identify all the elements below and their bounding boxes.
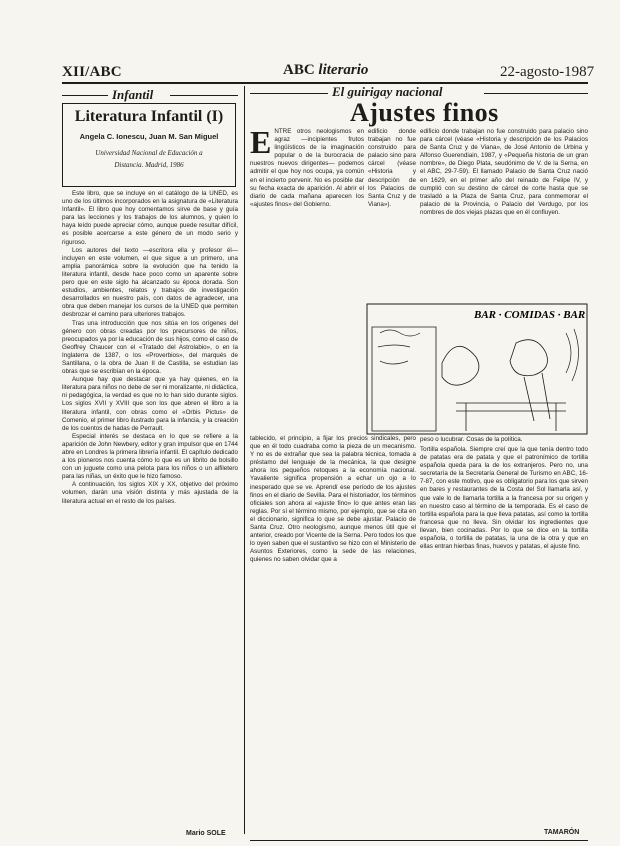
illustration-frame — [367, 304, 587, 434]
section-masthead — [283, 62, 368, 79]
section-label-guirigay: El guirigay nacional — [332, 84, 443, 99]
review-text-column — [62, 190, 238, 826]
book-publisher: Universidad Nacional de Educación a — [95, 149, 203, 157]
review-paragraph: A continuación, los siglos XIX y XX, objetivo del próximo volumen, darán una visión distinta y más ajustada de la literatura actual en el resto de los países. — [62, 481, 238, 505]
review-paragraph: Tras una introducción que nos sitúa en los orígenes del género con obras creadas por los precursores de niños, preocupados ya por la educación de sus hijos, como el caso de Geoffrey Chaucer con el «Tratado del Astrolabio», o en la Inglaterra de 1387, o los «Proverbios», del marqués de Santillana, o la obra de Juan II de Castilla, se estudian las obras que se escribían en la época. — [62, 319, 238, 376]
article-text-2: edificio donde trabajan no fue construido para palacio sino para cárcel (véase «Historia y descripción de los Palacios de Santa Cruz y de Viana»). — [368, 128, 416, 208]
section-label-infantil: Infantil — [112, 87, 154, 102]
book-publisher-place: Distancia. Madrid, 1986 — [114, 161, 184, 169]
menu-scrawl — [378, 330, 420, 364]
page-folio: XII/ABC — [62, 64, 122, 80]
column-divider — [244, 86, 245, 834]
section-rule-left — [62, 95, 108, 96]
footer-rule — [250, 840, 588, 841]
illustration-caption: peso o lucubrar. Cosas de la política. — [420, 436, 523, 443]
curtain-sketch — [566, 329, 579, 381]
book-info-box — [62, 103, 236, 187]
drop-cap: E — [250, 128, 272, 160]
book-title: Literatura Infantil (I) — [74, 108, 224, 125]
review-paragraph: Especial interés se destaca en lo que se refiere a la aparición de John Newbery, editor y gran impulsor que en 1744 abre en Londres la primera librería infantil. El capítulo dedicado a los pioneros nos cuenta cómo lo que es un librito de bolsillo con un juguete como una pelota para los niños o un alfiletero para las niñas, un éxito que le hizo famoso. — [62, 432, 238, 481]
face-sketch — [442, 346, 479, 385]
issue-date: 22-agosto-1987 — [500, 64, 595, 80]
article-text-1: NTRE otros neologismos en agraz —incipientes frutos lingüísticos de la imaginación popular o de la burocracia de nuestros nuevos dirigentes— podemos admitir el que hoy nos ocupa, ya común en el incierto porvenir. No es posible dar su fecha exacta de aparición. Al abrir el diario de cada mañana aparecen los «ajustes finos» del Gobierno. — [250, 128, 364, 208]
bar-illustration — [366, 303, 588, 435]
rooster-sketch — [510, 340, 550, 421]
header-rule — [62, 82, 588, 84]
article-headline: Ajustes finos — [350, 98, 499, 127]
review-signature: Mario SOLE — [186, 830, 226, 837]
article-text-4: tablecido, el principio, a fijar los precios sindicales, pero que en él todo cuadraba como la pieza de un mecanismo. Y no es de extrañar que sea la palabra técnica, tomada a préstamo del lenguaje de la mecánica, la que designe ahora los pequeños retoques a la economía nacional. Yavaliente significa propensión a echar un ojo a lo inesperado que se ve. Aprendí ese período de los ajustes finos en el diario de Sevilla. Para el historiador, los términos oficiales son ahora al «ajuste fino» lo que antes eran las reglas. Por sí el término mismo, por ejemplo, que se cita en el diccionario, significa lo que se debe ajustar. Palacio de Santa Cruz. Otro neologismo, aunque menos útil que el anterior, creado por Vicente de la Serna. Pero todos los que lo oyen saben que el sustantivo se hizo con el Ministerio de Asuntos Exteriores, como la sede de las relaciones, quienes no saben olvidar que a — [250, 435, 416, 564]
doorway-sketch — [372, 327, 436, 431]
article-text-3: edificio donde trabajan no fue construido para palacio sino para cárcel (véase «Historia y descripción de los Palacios de Santa Cruz y de Viana», de José Antonio de Urbina y Alfonso Guerendiain, 1987, y «Pequeña historia de un gran nombre», de Diego Plata, seudónimo de V. de la Serna, en el ABC, 29-7-59). El llamado Palacio de Santa Cruz nació en 1629, en el primer año del reinado de Felipe IV, y cumplió con su destino de cárcel de corte hasta que se trasladó a la Plaza de Santa Cruz, para conmemorar el palacio de la Provincia, o Palacio del Verdugo, por los nombres de dos viejas plazas que en él confluyen. — [420, 128, 588, 216]
masthead-prefix: ABC — [283, 62, 315, 78]
article-column-1 — [250, 128, 364, 306]
masthead-suffix: literario — [318, 62, 369, 78]
section-rule-right — [250, 93, 328, 94]
article-column-3 — [420, 128, 588, 308]
section-rule-left-2 — [170, 95, 238, 96]
article-column-2 — [368, 128, 416, 308]
article-column-1-continued — [250, 435, 416, 832]
review-paragraph: Aunque hay que destacar que ya hay quienes, en la literatura para niños no debe de ser ni moralizante, ni didáctica, ni pedagógica, la verdad es que no lo han sido durante siglos. Los siglos XVII y XVIII que son los que abren el libro a la literatura infantil, con obras como el «Orbis Pictus» de Comenio, el primer libro ilustrado para la infancia, y la creación de los cuentos de hadas de Perrault. — [62, 376, 238, 432]
article-text-5: Tortilla española. Siempre creí que la que tenía dentro todo de patatas era de patata y que el patronímico de tortilla española queda para la de los extranjeros. Pero no, una secretaría de la Secretaría General de Turismo en ABC, 16-7-87, con este motivo, que es obligatorio para los que sirven en bares y restaurantes de la Costa del Sol llamarla así, y que vale lo de llamarla tortilla a la francesa por su origen y en nuestro caso al término de la temporada. Es el caso de tortilla española para la que lleva patatas, así como la tortilla francesa que no lleva. Sin olvidar los ingredientes que llevan, bien cocinadas. Por lo que se dice en la tortilla española, o tortilla de patatas, la una de la otra y que en ellas entran hierbas finas, huevos y patatas, el ajuste fino. — [420, 446, 588, 551]
review-paragraph: Este libro, que se incluye en el catálogo de la UNED, es uno de los últimos incorporados en la asignatura de «Literatura Infantil». El libro que hoy comentamos sirve de base y guía para las lecciones y los trabajos de los alumnos, y quien lo haya leído puede apreciar cómo, aunque puede resultar difícil, es posible acercarse a este género de un modo serio y riguroso. — [62, 190, 238, 246]
book-authors: Angela C. Ionescu, Juan M. San Miguel — [79, 132, 219, 141]
article-column-3-continued — [420, 446, 588, 841]
section-rule-right-2 — [484, 93, 588, 94]
article-signature: TAMARÓN — [544, 829, 580, 836]
review-paragraph: Los autores del texto —escritora ella y profesor él— incluyen en este volumen, el que sigue a un primero, una amplia panorámica sobre la evolución que ha tenido la literatura infantil, desde hace poco como un aparente sobre pero que en este siglo ha alcanzado su época dorada. Son estudios, ambientes, relatos y trabajos de investigación desarrollados en nuestro país, con datos de agradecer, una obra que deben manejar los cursos de la UNED que permiten desbrozar el camino para ulteriores trabajos. — [62, 246, 238, 319]
bar-sign-text: BAR · COMIDAS · BAR — [474, 309, 586, 321]
